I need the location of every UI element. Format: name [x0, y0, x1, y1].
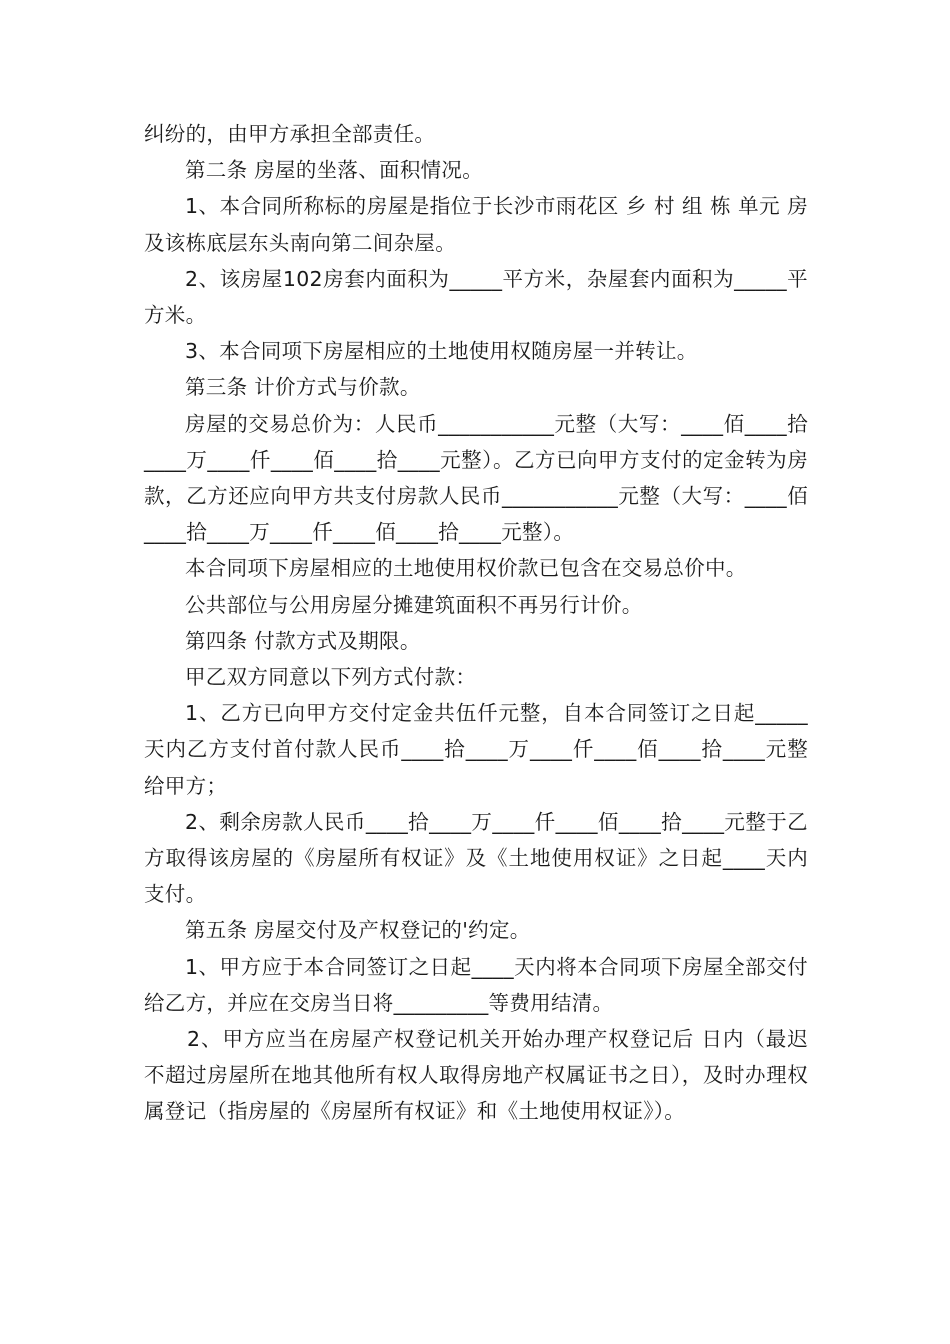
heading-article-5: 第五条 房屋交付及产权登记的'约定。 [185, 918, 531, 943]
paragraph-total-price: 房屋的交易总价为：人民币___________元整（大写：____佰____拾____万____仟____佰____拾____元整）。乙方已向甲方支付的定金转为房款，乙方还应向甲方共支付房款人民币___________元整（大写：____佰____拾____万____仟____佰____拾____元整）。 [144, 411, 808, 545]
paragraph-down-payment: 1、乙方已向甲方交付定金共伍仟元整，自本合同签订之日起_____天内乙方支付首付款人民币____拾____万____仟____佰____拾____元整给甲方； [144, 701, 808, 798]
paragraph-payment-intro: 甲乙双方同意以下列方式付款： [185, 665, 477, 690]
paragraph-remaining-payment: 2、剩余房款人民币____拾____万____仟____佰____拾____元整于乙方取得该房屋的《房屋所有权证》及《土地使用权证》之日起____天内支付。 [144, 809, 808, 907]
paragraph-land-use: 3、本合同项下房屋相应的土地使用权随房屋一并转让。 [185, 339, 698, 364]
heading-article-4: 第四条 付款方式及期限。 [185, 628, 421, 653]
paragraph-land-price: 本合同项下房屋相应的土地使用权价款已包含在交易总价中。 [185, 556, 747, 581]
document-page [144, 116, 808, 1130]
paragraph-handover: 1、甲方应于本合同签订之日起____天内将本合同项下房屋全部交付给乙方，并应在交房当日将_________等费用结清。 [144, 954, 808, 1015]
paragraph-liability: 纠纷的，由甲方承担全部责任。 [144, 122, 436, 146]
paragraph-registration: 2、甲方应当在房屋产权登记机关开始办理产权登记后 日内（最迟不超过房屋所在地其他所有权人取得房地产权属证书之日），及时办理权属登记（指房屋的《房屋所有权证》和《土地使用权证》）。 [144, 1027, 808, 1124]
paragraph-shared-area: 公共部位与公用房屋分摊建筑面积不再另行计价。 [185, 592, 643, 617]
paragraph-area: 2、该房屋102房套内面积为_____平方米，杂屋套内面积为_____平方米。 [144, 266, 808, 328]
paragraph-location: 1、本合同所称标的房屋是指位于长沙市雨花区 乡 村 组 栋 单元 房及该栋底层东头南向第二间杂屋。 [144, 194, 808, 255]
heading-article-3: 第三条 计价方式与价款。 [185, 375, 421, 400]
heading-article-2: 第二条 房屋的坐落、面积情况。 [185, 158, 484, 183]
